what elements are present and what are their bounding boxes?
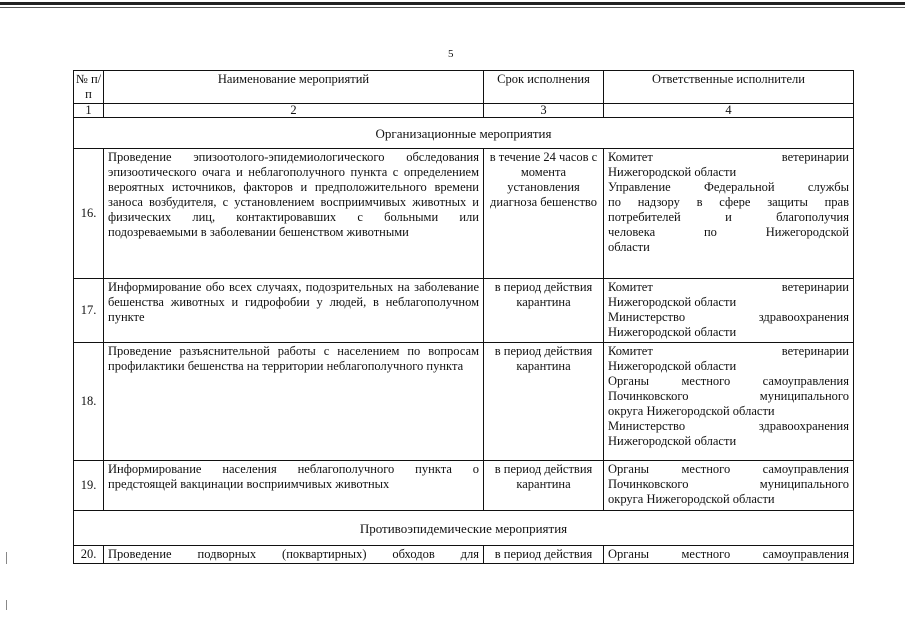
responsible-line: Комитет ветеринарии: [608, 344, 849, 358]
responsible-line: потребителей и благополучия: [608, 210, 849, 224]
row-responsible: [604, 343, 854, 461]
section-heading-org: Организационные мероприятия: [74, 118, 854, 149]
responsible-line: Нижегородской области: [608, 434, 737, 448]
row-name: Проведение разъяснительной работы с населением по вопросам профилактики бешенства на территории неблагополучного пункта: [104, 343, 484, 461]
column-index: 4: [604, 104, 854, 118]
responsible-line: Органы местного самоуправления: [608, 374, 849, 388]
responsible-line: округа Нижегородской области: [608, 492, 775, 506]
row-responsible: [604, 546, 854, 564]
header-term: Срок исполнения: [484, 71, 604, 104]
responsible-line: Нижегородской области: [608, 295, 737, 309]
responsible-line: Починковского муниципального: [608, 477, 849, 491]
responsible-line: Органы местного самоуправления: [608, 462, 849, 476]
section-row: [74, 118, 854, 149]
row-term: в период действия карантина: [484, 279, 604, 343]
responsible-line: Комитет ветеринарии: [608, 150, 849, 164]
header-responsible: Ответственные исполнители: [604, 71, 854, 104]
top-border-line: [0, 2, 905, 5]
row-number: 20.: [74, 546, 104, 564]
responsible-line: Министерство здравоохранения: [608, 419, 849, 433]
column-index: 2: [104, 104, 484, 118]
row-number: 17.: [74, 279, 104, 343]
row-name: Проведение подворных (поквартирных) обходов для: [104, 546, 484, 564]
row-term: в период действия: [484, 546, 604, 564]
row-term: в период действия карантина: [484, 461, 604, 511]
responsible-line: человека по Нижегородской: [608, 225, 849, 239]
row-name: Проведение эпизоотолого-эпидемиологического обследования эпизоотического очага и неблагополучного пункта с определением вероятных источников, факторов и предположительного времени заноса возбудителя, с установлением восприимчивых животных и физических лиц, контактировавших с больными или подозреваемыми в заболевании бешенством животными: [104, 149, 484, 279]
responsible-line: Нижегородской области: [608, 165, 737, 179]
responsible-line: Органы местного самоуправления: [608, 547, 849, 561]
row-term: в период действия карантина: [484, 343, 604, 461]
section-heading-epid: Противоэпидемические мероприятия: [74, 511, 854, 546]
page-number: 5: [448, 48, 454, 60]
responsible-line: Комитет ветеринарии: [608, 280, 849, 294]
margin-mark: [6, 552, 7, 564]
row-responsible: [604, 279, 854, 343]
table-row: [74, 461, 854, 511]
responsible-line: Управление Федеральной службы: [608, 180, 849, 194]
row-number: 18.: [74, 343, 104, 461]
header-number: № п/п: [74, 71, 104, 104]
row-name: Информирование обо всех случаях, подозрительных на заболевание бешенства животных и гидрофобии у людей, в неблагополучном пункте: [104, 279, 484, 343]
row-number: 19.: [74, 461, 104, 511]
measures-table: [73, 70, 854, 564]
row-number: 16.: [74, 149, 104, 279]
table-row: [74, 279, 854, 343]
responsible-line: по надзору в сфере защиты прав: [608, 195, 849, 209]
table-row: [74, 149, 854, 279]
responsible-line: Починковского муниципального: [608, 389, 849, 403]
responsible-line: Нижегородской области: [608, 359, 737, 373]
header-name: Наименование мероприятий: [104, 71, 484, 104]
row-term: в течение 24 часов с момента установления диагноза бешенство: [484, 149, 604, 279]
row-responsible: [604, 461, 854, 511]
table-row: [74, 546, 854, 564]
top-border-line-thin: [0, 7, 905, 8]
row-name: Информирование населения неблагополучного пункта о предстоящей вакцинации восприимчивых животных: [104, 461, 484, 511]
column-index-row: [74, 104, 854, 118]
margin-mark: [6, 600, 7, 610]
responsible-line: области: [608, 240, 650, 254]
column-index: 3: [484, 104, 604, 118]
responsible-line: округа Нижегородской области: [608, 404, 775, 418]
table-row: [74, 343, 854, 461]
section-row: [74, 511, 854, 546]
column-index: 1: [74, 104, 104, 118]
row-responsible: [604, 149, 854, 279]
responsible-line: Министерство здравоохранения: [608, 310, 849, 324]
responsible-line: Нижегородской области: [608, 325, 737, 339]
table-header-row: [74, 71, 854, 104]
